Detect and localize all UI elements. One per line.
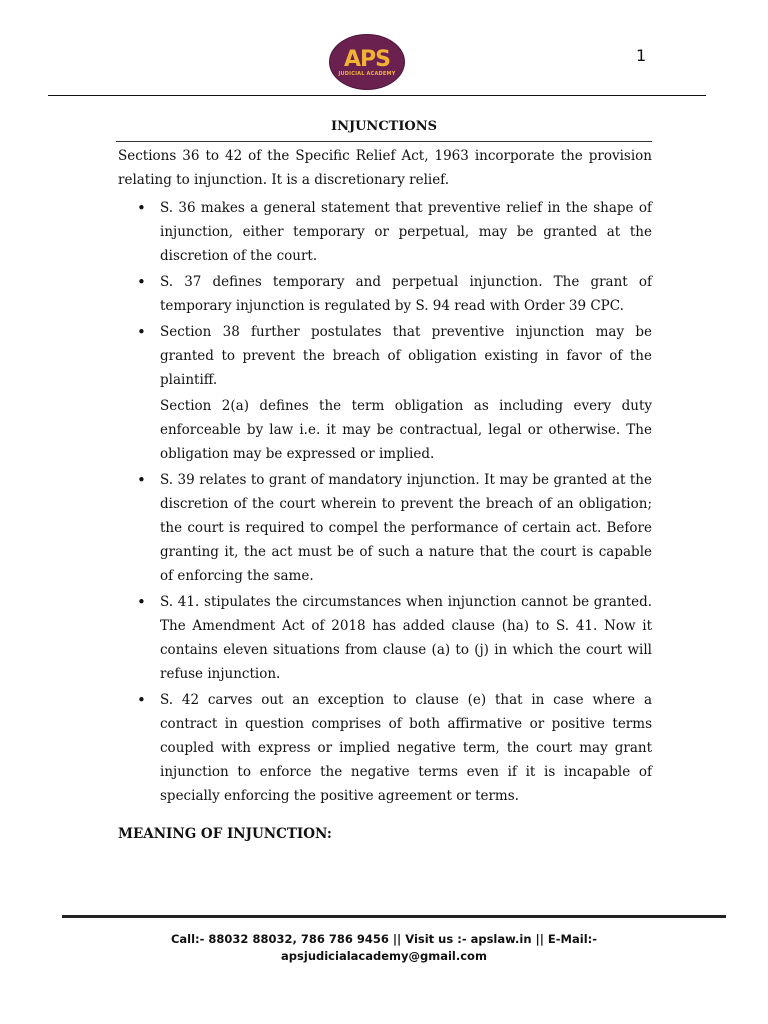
bullet-text: S. 42 carves out an exception to clause (e) that in case where a contract in question comprises of both affirmative or positive terms coupled with express or implied negative term, the court may grant injunction to enforce the negative terms even if it is incapable of specially enforcing the positive agreement or terms. [160, 692, 652, 804]
footer-divider [62, 915, 726, 918]
logo-text: APS [344, 47, 390, 72]
intro-paragraph: Sections 36 to 42 of the Specific Relief Act, 1963 incorporate the provision relating to injunction. It is a discretionary relief. [118, 148, 652, 188]
title-underline [116, 141, 652, 142]
document-body [118, 144, 652, 810]
bullet-text: Section 38 further postulates that preventive injunction may be granted to prevent the breach of obligation existing in favor of the plaintiff. [160, 324, 652, 388]
logo-subtext: JUDICIAL ACADEMY [338, 71, 396, 77]
bullet-item-s37 [118, 270, 652, 318]
bullet-item-s42 [118, 688, 652, 808]
footer-email: apsjudicialacademy@gmail.com [281, 949, 487, 963]
bullet-item-s39 [118, 468, 652, 588]
bullet-item-s36 [118, 196, 652, 268]
bullet-item-s41 [118, 590, 652, 686]
header-divider [48, 95, 706, 96]
footer [0, 931, 768, 965]
page-number: 1 [636, 46, 647, 65]
section-heading: MEANING OF INJUNCTION: [118, 826, 332, 842]
bullet-text: S. 37 defines temporary and perpetual injunction. The grant of temporary injunction is regulated by S. 94 read with Order 39 CPC. [160, 274, 652, 314]
bullet-item-s38 [118, 320, 652, 466]
bullet-text: S. 41. stipulates the circumstances when injunction cannot be granted. The Amendment Act of 2018 has added clause (ha) to S. 41. Now it contains eleven situations from clause (a) to (j) in which the court will refuse injunction. [160, 594, 652, 682]
aps-logo [330, 35, 404, 89]
bullet-text: S. 39 relates to grant of mandatory injunction. It may be granted at the discretion of the court wherein to prevent the breach of an obligation; the court is required to compel the performance of certain act. Before granting it, the act must be of such a nature that the court is capable of enforcing the same. [160, 472, 652, 584]
page-title: INJUNCTIONS [330, 119, 438, 134]
footer-contact-line: Call:- 88032 88032, 786 786 9456 || Visit us :- apslaw.in || E-Mail:- [170, 932, 598, 946]
bullet-subparagraph: Section 2(a) defines the term obligation as including every duty enforceable by law i.e. it may be contractual, legal or otherwise. The obligation may be expressed or implied. [160, 398, 652, 462]
bullet-list [118, 196, 652, 808]
bullet-text: S. 36 makes a general statement that preventive relief in the shape of injunction, either temporary or perpetual, may be granted at the discretion of the court. [160, 200, 652, 264]
